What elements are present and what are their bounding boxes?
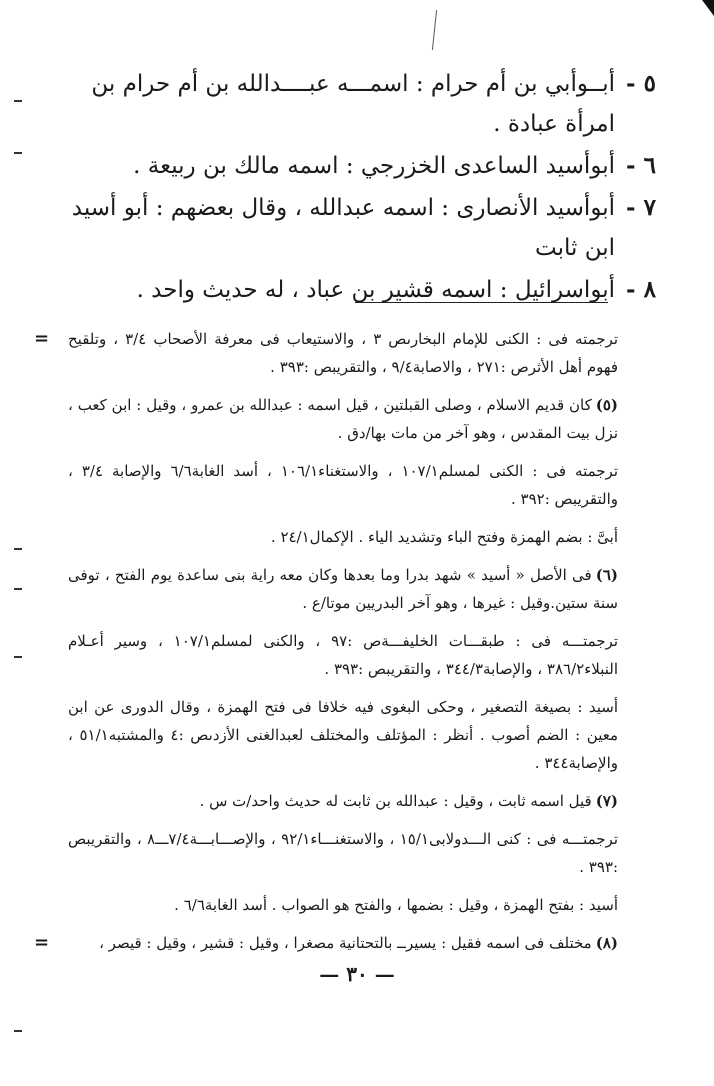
footnote [34,325,619,381]
footnote [68,891,618,919]
margin-tick [14,100,22,102]
entry-item [60,270,656,310]
footnote [68,627,618,683]
entry-number: ٥ - [626,70,656,97]
margin-tick [14,1030,22,1032]
scan-artifact [432,10,438,50]
footnote [34,929,618,957]
footnote-number: (٦) [595,566,618,584]
entries-list [60,64,656,312]
corner-mark [702,0,714,16]
footnote-divider [355,302,608,303]
margin-tick [14,548,22,550]
footnote [68,787,618,815]
footnote [68,457,618,513]
footnote-text: فى الأصل « أسيد » شهد بدرا وما بعدها وكان معه راية بنى ساعدة يوم الفتح ، توفى سنة ستين.وقيل : غيرها ، وهو آخر البدريين موتا/ع . [68,566,618,612]
entry-number: ٦ - [626,152,656,179]
continuation-mark: = [34,328,50,349]
entry-number: ٨ - [626,276,656,303]
footnotes [34,325,619,967]
footnote-text: ترجمتـــه فى : كنى الـــدولابى١٥/١ ، والاستغنـــاء٩٢/١ ، والإصـــابـــة٧/٤ـــ٨ ، والتقريبص :٣٩٣ . [68,830,618,876]
entry-item [60,64,656,144]
footnote-number: (٨) [595,934,618,952]
footnote-text: أسيد : بصيغة التصغير ، وحكى البغوى فيه خلافا فى فتح الهمزة ، وقال الدورى عن ابن معين : الضم أصوب . أنظر : المؤتلف والمختلف لعبدالغنى الأزدىص :٤ والمشتبه٥١/١ ، والإصابة٣٤٤ . [68,698,618,772]
continuation-mark: = [34,932,50,953]
entry-text: أبوأسيد الساعدى الخزرجي : اسمه مالك بن ربيعة . [133,153,615,179]
footnote-text: ترجمته فى : الكنى للإمام البخارىص ٣ ، والاستيعاب فى معرفة الأصحاب ٣/٤ ، وتلقيح فهوم أهل الأثرص :٢٧١ ، والاصابة٩/٤ ، والتقريبص :٣٩٣ . [68,330,619,376]
entry-number: ٧ - [626,194,656,221]
entry-text: أبــوأبي بن أم حرام : اسمـــه عبــــدالله بن أم حرام بن امرأة عبادة . [91,71,615,137]
margin-tick [14,588,22,590]
margin-tick [14,656,22,658]
footnote-text: أسيد : بفتح الهمزة ، وقيل : بضمها ، والفتح هو الصواب . أسد الغابة٦/٦ . [174,896,618,914]
footnote-text: أبىَّ : بضم الهمزة وفتح الباء وتشديد الياء . الإكمال٢٤/١ . [270,528,618,546]
page-number: — ٣٠ — [319,962,395,986]
footnote-text: ترجمته فى : الكنى لمسلم١٠٧/١ ، والاستغناء١٠٦/١ ، أسد الغابة٦/٦ والإصابة ٣/٤ ، والتقريبص :٣٩٢ . [68,462,619,508]
footnote-text: قيل اسمه ثابت ، وقيل : عبدالله بن ثابت له حديث واحد/ت س . [199,792,592,810]
footnote [68,561,618,617]
footnote-text: كان قديم الاسلام ، وصلى القبلتين ، قيل اسمه : عبدالله بن عمرو ، وقيل : ابن كعب ، نزل بيت المقدس ، وهو آخر من مات بها/دق . [68,396,618,442]
footnote-text: ترجمتـــه فى : طبقـــات الخليفـــةص :٩٧ ، والكنى لمسلم١٠٧/١ ، وسير أعـلام النبلاء٣٨٦/٢ ، والإصابة٣٤٤/٣ ، والتقريبص :٣٩٣ . [68,632,619,678]
footnote [68,391,618,447]
entry-item [60,146,656,186]
footnote-number: (٧) [595,792,618,810]
footnote-number: (٥) [595,396,618,414]
footnote [68,693,618,777]
footnote-text: مختلف فى اسمه فقيل : يسيرــ بالتحتانية مصغرا ، وقيل : قشير ، وقيل : قيصر ، [99,934,592,952]
margin-tick [14,152,22,154]
entry-item [60,188,656,268]
entry-text: أبواسرائيل : اسمه قشير بن عباد ، له حديث واحد . [136,277,615,303]
entry-text: أبوأسيد الأنصارى : اسمه عبدالله ، وقال بعضهم : أبو أسيد ابن ثابت [71,195,615,261]
footnote [68,825,618,881]
footnote [68,523,618,551]
